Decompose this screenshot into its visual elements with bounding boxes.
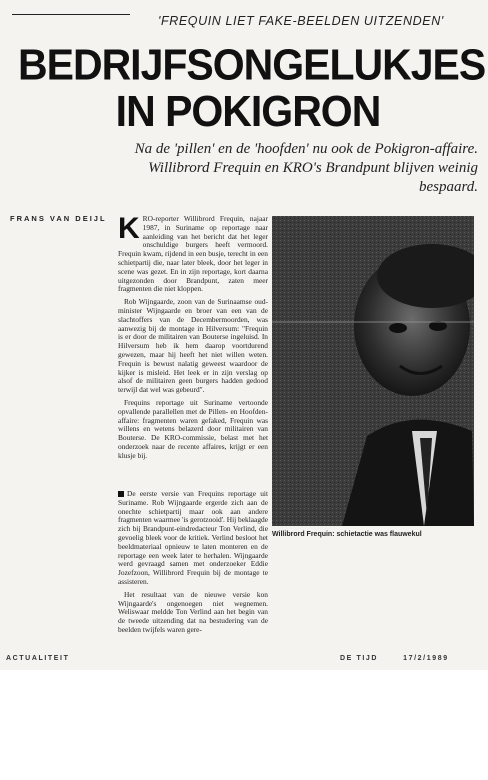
- article-column-2: [118, 490, 268, 640]
- paragraph-text: De eerste versie van Frequins reportage uit Suriname. Rob Wijngaarde ergerde zich aan de onechte schietpartij maar ook aan andere fragmenten waarmee 'is gerotzooid'. Hij beklaagde zich bij Brandpunt-eindredacteur Ton Verlind, die gevoelig bleek voor de kritiek. Verlind besloot het beeldmateriaal opnieuw te laten monteren en de reportage een week later te herhalen. Wijngaarde werd gevraagd samen met onderzoeker Eddie Jozefzoon, Willibrord Frequin bij de montage te assisteren.: [118, 490, 268, 586]
- paragraph-text: RO-reporter Willibrord Frequin, najaar 1987, in Suriname op reportage naar aanleiding van het bericht dat het leger onschuldige burgers heeft vermoord. Frequin kwam, rijdend in een busje, terecht in een schietpartij die, naar later bleek, door het leger in scene was gezet. En in zijn reportage, kort daarna uitgezonden door Brandpunt, zaten meer fragmenten die niet kloppen.: [118, 215, 268, 294]
- byline: FRANS VAN DEIJL: [10, 214, 107, 223]
- footer-publication: [340, 655, 449, 662]
- footer-publication-name: DE TIJD: [340, 655, 379, 662]
- headline-line-1: BEDRIJFSONGELUKJES: [18, 40, 486, 90]
- footer-date: 17/2/1989: [403, 655, 449, 662]
- section-square-icon: [118, 491, 124, 497]
- paragraph: Het resultaat van de nieuwe versie kon Wijngaarde's ongenoegen niet wegnemen. Weliswaar meldde Ton Verlind aan het begin van de tweede uitzending dat na bestudering van de beelden twijfels waren gere-: [118, 589, 268, 634]
- article-column-1: [118, 215, 268, 477]
- photo-caption: Willibrord Frequin: schietactie was flauwekul: [272, 531, 422, 538]
- kicker: 'FREQUIN LIET FAKE-BEELDEN UITZENDEN': [158, 14, 444, 28]
- paragraph: Rob Wijngaarde, zoon van de Surinaamse oud-minister Wijngaarde en broer van een van de slachtoffers van de Decembermoorden, was aanwezig bij de montage in Hilversum: "Frequin is er door de militairen van Bouterse ingeluisd. In Hilversum heb ik hem daarop voortdurend gewezen, maar hij heeft het niet willen weten. Frequin is bewust nalatig geweest waardoor de kijker is misleid. Het leek er in zijn verslag op alsof de militairen geen burgers hadden gedood terwijl dat wel was gebeurd".: [118, 297, 268, 395]
- kicker-rule: [12, 14, 130, 15]
- paragraph: [118, 490, 268, 587]
- portrait-image: [272, 216, 474, 526]
- portrait-photo: [272, 216, 474, 526]
- footer-section: ACTUALITEIT: [6, 655, 70, 662]
- drop-cap: K: [118, 215, 140, 245]
- headline: [18, 40, 486, 136]
- paragraph: [118, 215, 268, 294]
- intro-text: Na de 'pillen' en de 'hoofden' nu ook de Pokigron-affaire. Willibrord Frequin en KRO's Brandpunt blijven weinig bespaard.: [134, 141, 478, 195]
- paragraph: Frequins reportage uit Suriname vertoonde opvallende parallellen met de Pillen- en Hoofden-affaire: fragmenten waren gefaked, Frequin was willens en wetens belazerd door militairen van Bouterse. De KRO-commissie, belast met het onderzoek naar de recente affaires, krijgt er een klusje bij.: [118, 397, 268, 460]
- headline-line-2: IN POKIGRON: [115, 86, 381, 136]
